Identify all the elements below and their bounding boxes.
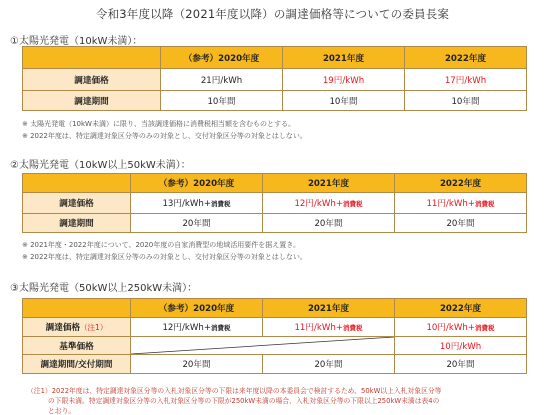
price-2020 xyxy=(131,318,263,337)
period-2021: 10年間 xyxy=(283,91,405,111)
table-header-2020: （参考）2020年度 xyxy=(131,299,263,318)
section1-table xyxy=(22,46,527,111)
row-label-period: 調達期間 xyxy=(23,91,161,111)
period-2020: 20年間 xyxy=(131,214,263,233)
section2-note-1: ※ 2021年度・2022年度について、2020年度の自家消費型の地域活用要件を据え置き。 xyxy=(22,241,300,249)
period-2022: 20年間 xyxy=(395,214,527,233)
price-value: 11円/kWh+ xyxy=(426,199,476,209)
footnote-line-3: とおり。 xyxy=(48,407,76,415)
diagonal-line xyxy=(131,337,394,354)
price-2022 xyxy=(395,193,527,214)
row-label-base-price: 基準価格 xyxy=(23,337,131,355)
table-header-2022: 2022年度 xyxy=(405,47,527,69)
period-2021: 20年間 xyxy=(263,214,395,233)
section1-note-1: ※ 太陽光発電（10kW未満）に限り、当該調達価格に消費税相当額を含むものとする。 xyxy=(22,120,295,128)
row-label-period: 調達期間 xyxy=(23,214,131,233)
page-title: 令和3年度以降（2021年度以降）の調達価格等についての委員長案 xyxy=(95,7,450,21)
tax-label: 消費税 xyxy=(343,324,363,332)
price-value: 11円/kWh+ xyxy=(294,323,344,333)
table-header-empty xyxy=(23,299,131,318)
row-label-period: 調達期間/交付期間 xyxy=(23,355,131,374)
table-header-empty xyxy=(23,47,161,69)
period-2021: 20年間 xyxy=(263,355,395,374)
price-2020: 21円/kWh xyxy=(161,69,283,91)
footnote-line-1: （注1）2022年度は、特定調達対象区分等の入札対象区分等の下限は来年度以降の本委員会で検討するため、50kW以上入札対象区分等 xyxy=(27,387,442,395)
price-2020 xyxy=(131,193,263,214)
section1-heading: ①太陽光発電（10kW未満）： xyxy=(10,36,143,47)
row-label-price: 調達価格 xyxy=(23,193,131,214)
tax-label: 消費税 xyxy=(475,200,495,208)
section2-heading: ②太陽光発電（10kW以上50kW未満）： xyxy=(10,160,191,171)
section1-note-2: ※ 2022年度は、特定調達対象区分等のみの対象とし、交付対象区分等の対象とはしない。 xyxy=(22,132,307,140)
period-2020: 20年間 xyxy=(131,355,263,374)
period-2022: 10年間 xyxy=(405,91,527,111)
period-2020: 10年間 xyxy=(161,91,283,111)
table-header-2020: （参考）2020年度 xyxy=(161,47,283,69)
base-price-2022: 10円/kWh xyxy=(395,337,527,355)
section3-table xyxy=(22,298,527,374)
not-applicable-cell xyxy=(131,337,395,355)
table-header-2021: 2021年度 xyxy=(283,47,405,69)
table-header-2022: 2022年度 xyxy=(395,174,527,193)
tax-label: 消費税 xyxy=(211,200,231,208)
tax-label: 消費税 xyxy=(343,200,363,208)
note-1-marker: （注1） xyxy=(80,323,108,332)
price-value: 12円/kWh+ xyxy=(162,323,212,333)
table-header-2021: 2021年度 xyxy=(263,299,395,318)
price-2021: 19円/kWh xyxy=(283,69,405,91)
footnote-line-2: の下限未満。特定調達対象区分等の入札対象区分等の下限が250kW未満の場合、入札対象区分等の下限以上250kW未満は表4の xyxy=(48,397,440,405)
price-2021 xyxy=(263,193,395,214)
table-header-empty xyxy=(23,174,131,193)
price-label: 調達価格 xyxy=(45,323,81,333)
price-2022: 17円/kWh xyxy=(405,69,527,91)
section2-table xyxy=(22,173,527,233)
price-value: 10円/kWh+ xyxy=(426,323,476,333)
tax-label: 消費税 xyxy=(475,324,495,332)
price-value: 13円/kWh+ xyxy=(162,199,212,209)
row-label-price xyxy=(23,318,131,337)
price-2022 xyxy=(395,318,527,337)
section3-heading: ③太陽光発電（50kW以上250kW未満）： xyxy=(10,283,198,294)
period-2022: 20年間 xyxy=(395,355,527,374)
price-value: 12円/kWh+ xyxy=(294,199,344,209)
row-label-price: 調達価格 xyxy=(23,69,161,91)
tax-label: 消費税 xyxy=(211,324,231,332)
table-header-2022: 2022年度 xyxy=(395,299,527,318)
price-2021 xyxy=(263,318,395,337)
table-header-2020: （参考）2020年度 xyxy=(131,174,263,193)
section2-note-2: ※ 2022年度は、特定調達対象区分等のみの対象とし、交付対象区分等の対象とはしない。 xyxy=(22,253,307,261)
table-header-2021: 2021年度 xyxy=(263,174,395,193)
